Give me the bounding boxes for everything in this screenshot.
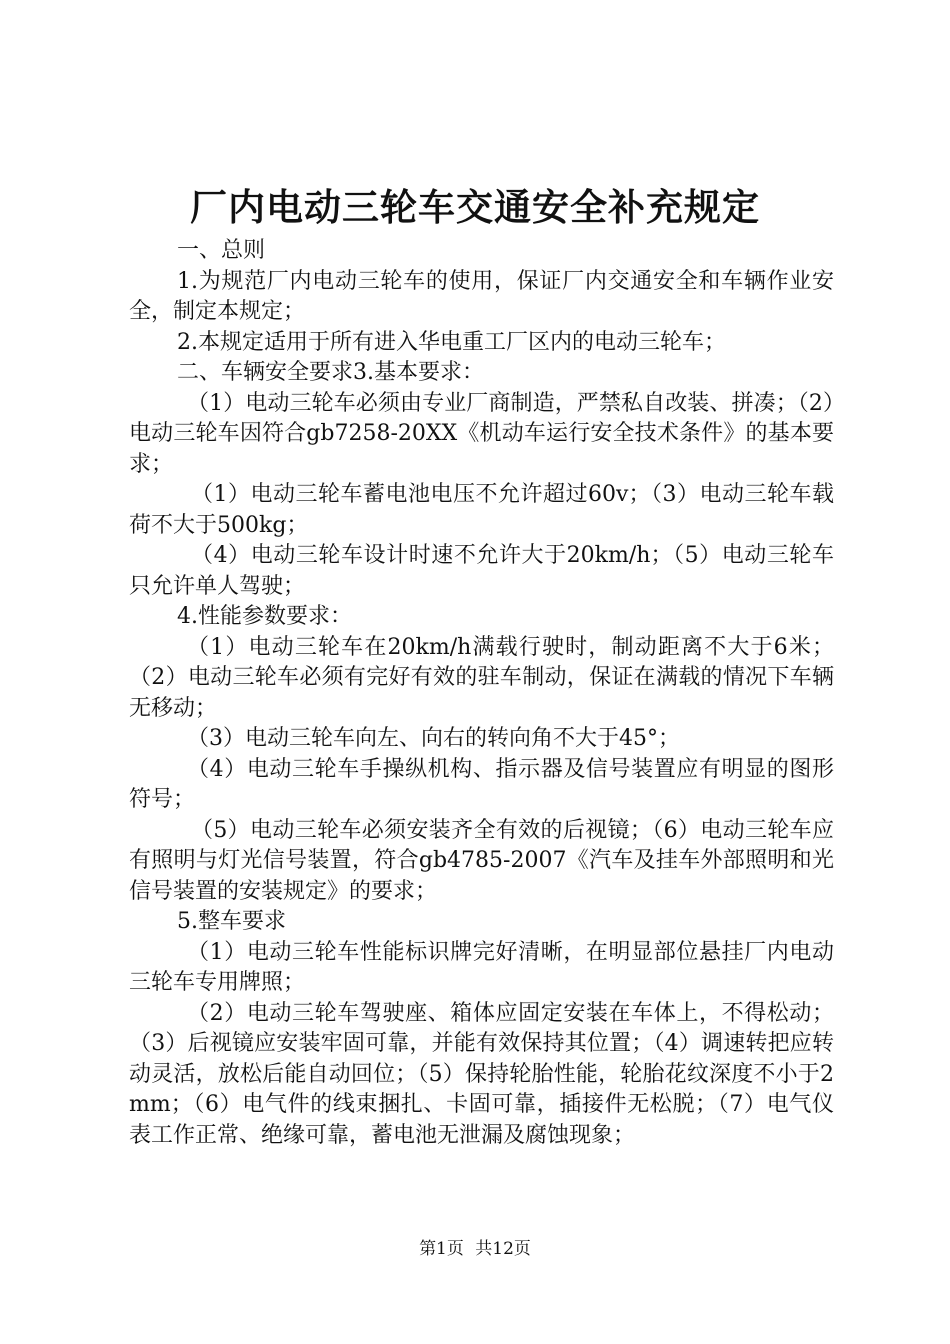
paragraph: （4）电动三轮车设计时速不允许大于20km/h；（5）电动三轮车只允许单人驾驶；	[129, 543, 834, 599]
subsection-heading: 5.整车要求	[177, 909, 286, 934]
paragraph: 1.为规范厂内电动三轮车的使用，保证厂内交通安全和车辆作业安全，制定本规定；	[129, 268, 834, 324]
paragraph: （1）电动三轮车必须由专业厂商制造，严禁私自改装、拼凑；（2）电动三轮车因符合gb7258-20XX《机动车运行安全技术条件》的基本要求；	[129, 390, 834, 477]
paragraph: （1）电动三轮车性能标识牌完好清晰，在明显部位悬挂厂内电动三轮车专用牌照；	[129, 939, 834, 995]
paragraph: 2.本规定适用于所有进入华电重工厂区内的电动三轮车；	[177, 329, 726, 355]
document-body	[129, 236, 834, 1151]
paragraph: （3）电动三轮车向左、向右的转向角不大于45°；	[187, 726, 680, 751]
section-heading: 二、车辆安全要求3.基本要求：	[177, 360, 484, 385]
page-total: 共12页	[475, 1239, 531, 1259]
paragraph: （5）电动三轮车必须安装齐全有效的后视镜；（6）电动三轮车应有照明与灯光信号装置，符合gb4785-2007《汽车及挂车外部照明和光信号装置的安装规定》的要求；	[129, 817, 834, 904]
page-number: 第1页	[419, 1239, 464, 1259]
page-footer	[0, 1237, 950, 1261]
paragraph: （2）电动三轮车驾驶座、箱体应固定安装在车体上，不得松动；（3）后视镜应安装牢固可靠，并能有效保持其位置；（4）调速转把应转动灵活，放松后能自动回位；（5）保持轮胎性能，轮胎花纹深度不小于2mm；（6）电气件的线束捆扎、卡固可靠，插接件无松脱；（7）电气仪表工作正常、绝缘可靠，蓄电池无泄漏及腐蚀现象；	[129, 1000, 834, 1148]
section-heading: 一、总则	[177, 238, 266, 263]
document-title: 厂内电动三轮车交通安全补充规定	[190, 186, 760, 229]
subsection-heading: 4.性能参数要求：	[177, 604, 352, 629]
paragraph: （1）电动三轮车在20km/h满载行驶时，制动距离不大于6米；（2）电动三轮车必须有完好有效的驻车制动，保证在满载的情况下车辆无移动；	[129, 634, 834, 721]
paragraph: （1）电动三轮车蓄电池电压不允许超过60v；（3）电动三轮车载荷不大于500kg；	[129, 482, 834, 538]
paragraph: （4）电动三轮车手操纵机构、指示器及信号装置应有明显的图形符号；	[129, 756, 834, 812]
